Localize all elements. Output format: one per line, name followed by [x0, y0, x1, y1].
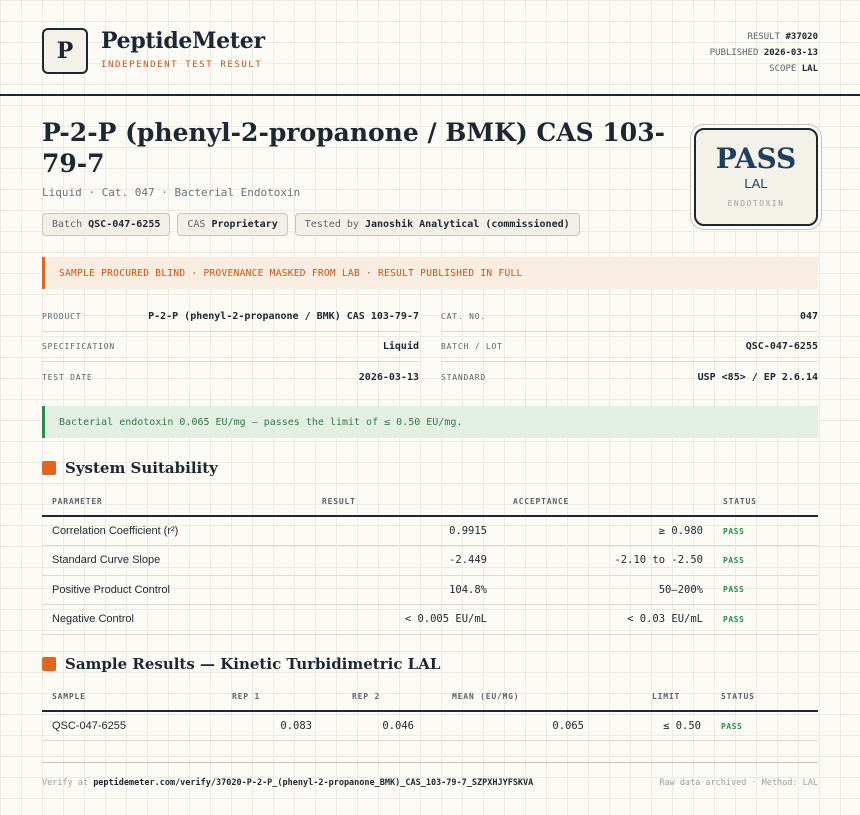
brand-logo: P — [42, 28, 88, 74]
product-title: P-2-P (phenyl-2-propanone / BMK) CAS 103-79-7 — [42, 118, 665, 178]
published-date: PUBLISHED 2026-03-13 — [709, 48, 818, 58]
brand-name: PeptideMeter — [101, 28, 265, 54]
table-row: Standard Curve Slope -2.449 -2.10 to -2.50 PASS — [42, 546, 818, 576]
verify-line: Verify at peptidemeter.com/verify/37020-P-2-P_(phenyl-2-propanone_BMK)_CAS_103-79-7_SZPXHJYFSKVA — [42, 777, 534, 788]
report-footer — [42, 762, 818, 802]
detail-test-date: TEST DATE 2026-03-13 — [42, 371, 419, 383]
tested-by-chip: Tested by Janoshik Analytical (commissioned) — [295, 213, 580, 236]
detail-catno: CAT. NO. 047 — [441, 302, 818, 332]
scope: SCOPE LAL — [769, 64, 818, 74]
suitability-table — [42, 487, 818, 635]
samples-table — [42, 682, 818, 741]
status-badge: PASS — [713, 575, 818, 605]
report-header — [0, 0, 860, 96]
verdict-category: ENDOTOXIN — [727, 199, 785, 208]
brand-tagline: INDEPENDENT TEST RESULT — [101, 60, 263, 70]
detail-batch: BATCH / LOT QSC-047-6255 — [441, 332, 818, 362]
product-chips — [42, 213, 580, 236]
status-badge: PASS — [711, 711, 818, 741]
detail-standard: STANDARD USP <85> / EP 2.6.14 — [441, 371, 818, 383]
verdict-text: PASS — [715, 142, 797, 175]
samples-section-title: Sample Results — Kinetic Turbidimetric LAL — [42, 655, 440, 673]
verify-link[interactable]: peptidemeter.com/verify/37020-P-2-P_(phenyl-2-propanone_BMK)_CAS_103-79-7_SZPXHJYFSKVA — [93, 777, 534, 788]
table-row: Positive Product Control 104.8% 50–200% PASS — [42, 575, 818, 605]
result-number: RESULT #37020 — [747, 32, 818, 42]
table-row: QSC-047-6255 0.083 0.046 0.065 ≤ 0.50 PASS — [42, 711, 818, 741]
procurement-notice: SAMPLE PROCURED BLIND · PROVENANCE MASKED FROM LAB · RESULT PUBLISHED IN FULL — [42, 257, 818, 289]
cas-chip: CAS Proprietary — [177, 213, 287, 236]
table-row: Correlation Coefficient (r²) 0.9915 ≥ 0.980 PASS — [42, 516, 818, 546]
status-badge: PASS — [713, 516, 818, 546]
detail-product: PRODUCT P-2-P (phenyl-2-propanone / BMK) CAS 103-79-7 — [42, 302, 419, 332]
product-subtitle: Liquid · Cat. 047 · Bacterial Endotoxin — [42, 186, 301, 199]
result-summary-banner: Bacterial endotoxin 0.065 EU/mg — passes the limit of ≤ 0.50 EU/mg. — [42, 406, 818, 438]
table-row: Negative Control < 0.005 EU/mL < 0.03 EU/mL PASS — [42, 605, 818, 635]
suitability-section-title: System Suitability — [42, 459, 218, 477]
batch-chip: Batch QSC-047-6255 — [42, 213, 170, 236]
table-header-row: SAMPLE REP 1 REP 2 MEAN (EU/MG) LIMIT STATUS — [42, 682, 818, 711]
section-marker-icon — [42, 461, 56, 475]
status-badge: PASS — [713, 546, 818, 576]
archive-note: Raw data archived · Method: LAL — [659, 777, 818, 788]
report-meta — [710, 29, 818, 77]
status-badge: PASS — [713, 605, 818, 635]
verdict-stamp — [694, 128, 818, 226]
section-marker-icon — [42, 657, 56, 671]
verdict-method: LAL — [744, 176, 768, 191]
detail-specification: SPECIFICATION Liquid — [42, 332, 419, 362]
table-header-row: PARAMETER RESULT ACCEPTANCE STATUS — [42, 487, 818, 516]
